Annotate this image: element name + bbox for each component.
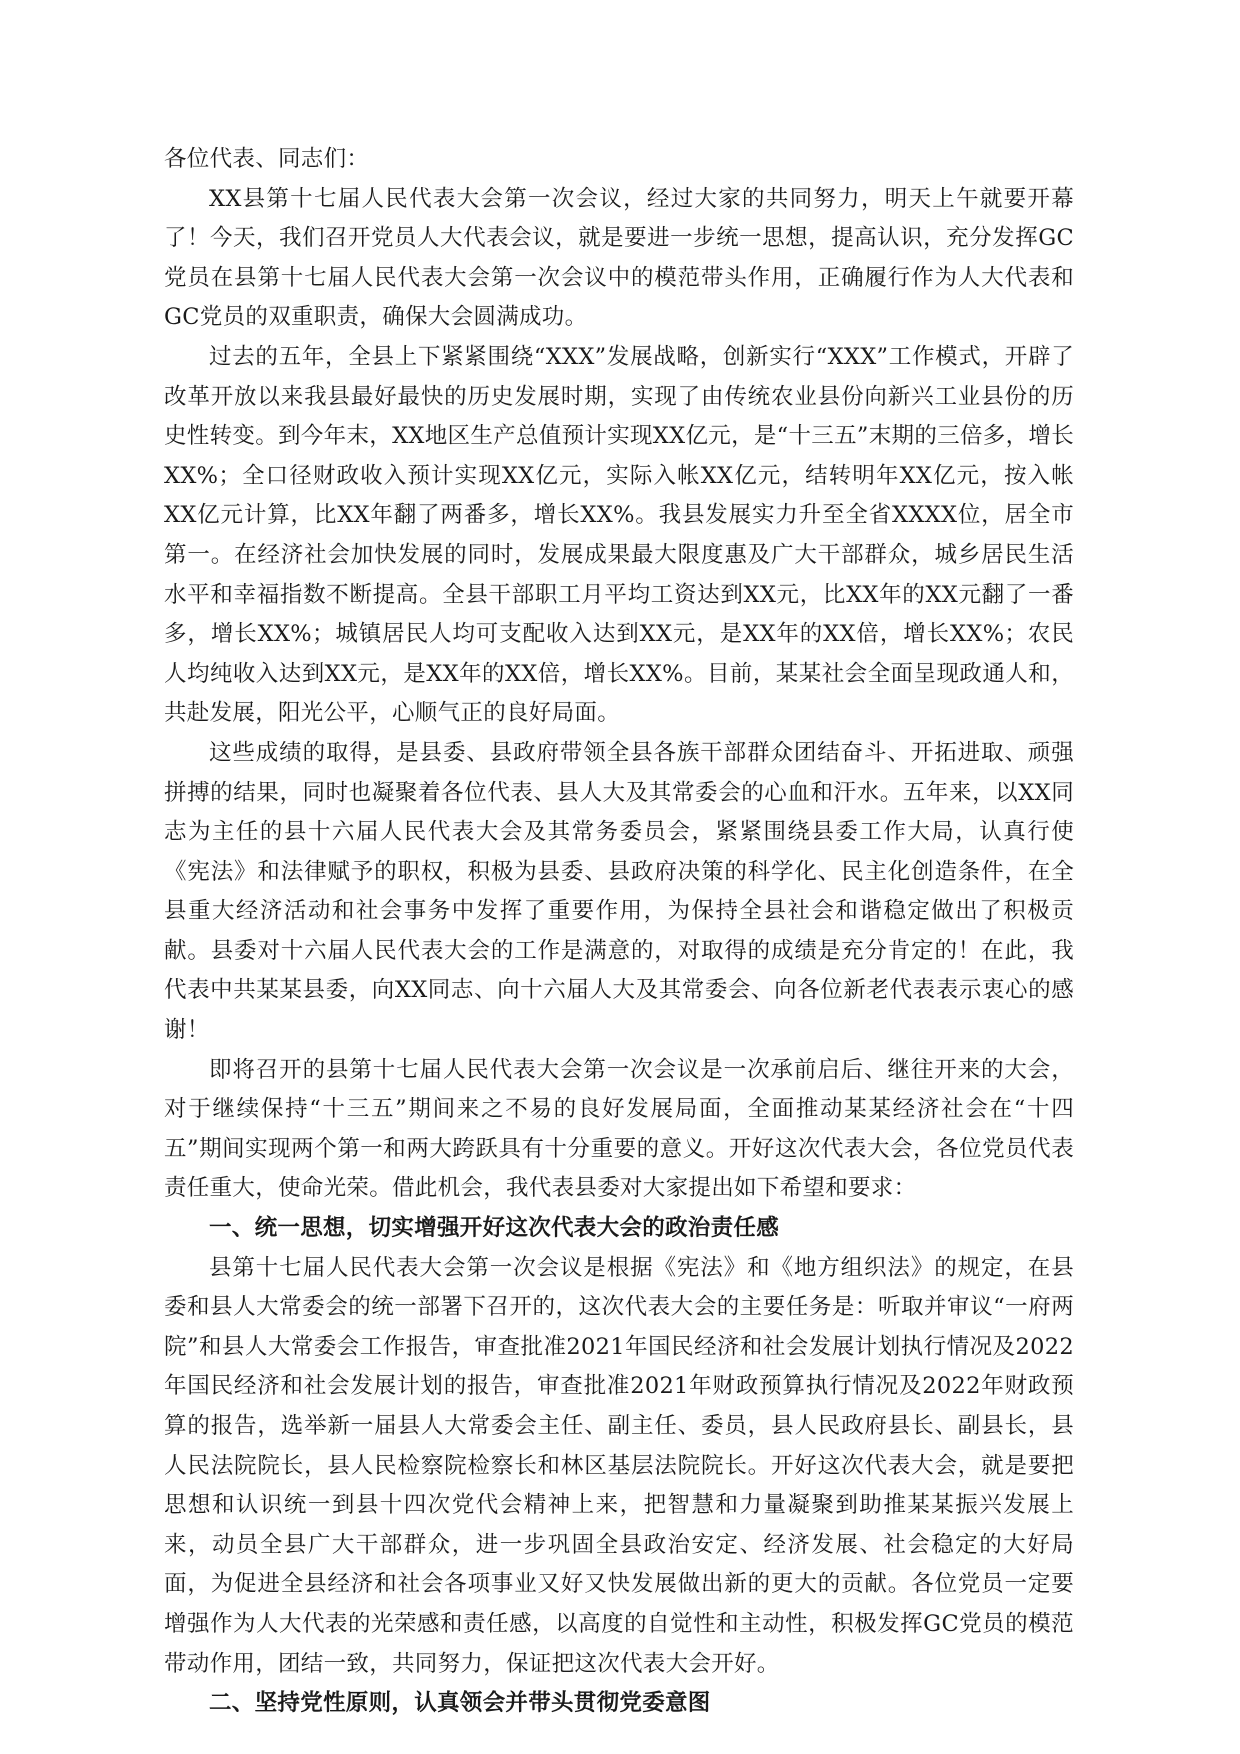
paragraph-section-1: 县第十七届人民代表大会第一次会议是根据《宪法》和《地方组织法》的规定，在县委和县人大常委会的统一部署下召开的，这次代表大会的主要任务是：听取并审议“一府两院”和县人大常委会工作报告，审查批准2021年国民经济和社会发展计划执行情况及2022年国民经济和社会发展计划的报告，审查批准2021年财政预算执行情况及2022年财政预算的报告，选举新一届县人大常委会主任、副主任、委员，县人民政府县长、副县长，县人民法院院长，县人民检察院检察长和林区基层法院院长。开好这次代表大会，就是要把思想和认识统一到县十四次党代会精神上来，把智慧和力量凝聚到助推某某振兴发展上来，动员全县广大干部群众，进一步巩固全县政治安定、经济发展、社会稳定的大好局面，为促进全县经济和社会各项事业又好又快发展做出新的更大的贡献。各位党员一定要增强作为人大代表的光荣感和责任感，以高度的自觉性和主动性，积极发挥GC党员的模范带动作用，团结一致，共同努力，保证把这次代表大会开好。 [164, 1254, 1074, 1677]
salutation: 各位代表、同志们： [164, 146, 370, 172]
paragraph-requirements-intro: 即将召开的县第十七届人民代表大会第一次会议是一次承前启后、继往开来的大会，对于继续保持“十三五”期间来之不易的良好发展局面，全面推动某某经济社会在“十四五”期间实现两个第一和两大跨跃具有十分重要的意义。开好这次代表大会，各位党员代表责任重大，使命光荣。借此机会，我代表县委对大家提出如下希望和要求： [164, 1056, 1074, 1202]
paragraph-achievements: 过去的五年，全县上下紧紧围绕“XXX”发展战略，创新实行“XXX”工作模式，开辟了改革开放以来我县最好最快的历史发展时期，实现了由传统农业县份向新兴工业县份的历史性转变。到今年末，XX地区生产总值预计实现XX亿元，是“十三五”末期的三倍多，增长XX%；全口径财政收入预计实现XX亿元，实际入帐XX亿元，结转明年XX亿元，按入帐XX亿元计算，比XX年翻了两番多，增长XX%。我县发展实力升至全省XXXX位，居全市第一。在经济社会加快发展的同时，发展成果最大限度惠及广大干部群众，城乡居民生活水平和幸福指数不断提高。全县干部职工月平均工资达到XX元，比XX年的XX元翻了一番多，增长XX%；城镇居民人均可支配收入达到XX元，是XX年的XX倍，增长XX%；农民人均纯收入达到XX元，是XX年的XX倍，增长XX%。目前，某某社会全面呈现政通人和，共赴发展，阳光公平，心顺气正的良好局面。 [164, 343, 1074, 727]
document-page [164, 140, 1074, 1724]
section-heading-2: 二、坚持党性原则，认真领会并带头贯彻党委意图 [209, 1690, 711, 1717]
paragraph-opening: XX县第十七届人民代表大会第一次会议，经过大家的共同努力，明天上午就要开幕了！今天，我们召开党员人大代表会议，就是要进一步统一思想，提高认识，充分发挥GC党员在县第十七届人民代表大会第一次会议中的模范带头作用，正确履行作为人大代表和GC党员的双重职责，确保大会圆满成功。 [164, 185, 1074, 331]
paragraph-gratitude: 这些成绩的取得，是县委、县政府带领全县各族干部群众团结奋斗、开拓进取、顽强拼搏的结果，同时也凝聚着各位代表、县人大及其常委会的心血和汗水。五年来，以XX同志为主任的县十六届人民代表大会及其常务委员会，紧紧围绕县委工作大局，认真行使《宪法》和法律赋予的职权，积极为县委、县政府决策的科学化、民主化创造条件，在全县重大经济活动和社会事务中发挥了重要作用，为保持全县社会和谐稳定做出了积极贡献。县委对十六届人民代表大会的工作是满意的，对取得的成绩是充分肯定的！在此，我代表中共某某县委，向XX同志、向十六届人大及其常委会、向各位新老代表表示衷心的感谢！ [164, 739, 1074, 1044]
section-heading-1: 一、统一思想，切实增强开好这次代表大会的政治责任感 [209, 1215, 780, 1242]
